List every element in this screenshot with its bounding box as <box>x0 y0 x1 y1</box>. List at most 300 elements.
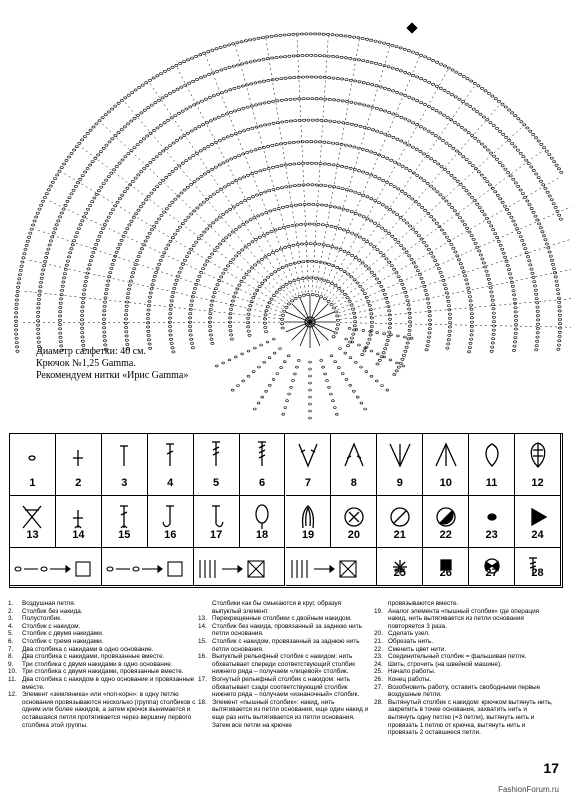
chain-stitch-mark <box>470 304 473 306</box>
chain-stitch-mark <box>357 147 360 149</box>
chain-stitch-mark <box>436 191 439 193</box>
chain-stitch-mark <box>253 60 256 62</box>
chain-stitch-mark <box>59 306 62 308</box>
chain-stitch-mark <box>213 118 216 120</box>
chain-stitch-mark <box>439 112 442 114</box>
symbol <box>331 440 376 470</box>
chain-stitch-mark <box>528 260 531 262</box>
chain-stitch-mark <box>38 294 41 296</box>
chain-stitch-mark <box>110 172 113 174</box>
note-text: Начало работы. <box>388 668 436 676</box>
chain-stitch-mark <box>217 116 220 118</box>
chain-stitch-mark <box>81 336 84 338</box>
chain-stitch-mark <box>98 235 101 237</box>
chain-stitch-mark <box>345 189 348 191</box>
note-text: Соединительный столбик = фальшивая петля. <box>388 653 527 661</box>
chain-stitch-mark <box>519 236 522 238</box>
chain-stitch-mark <box>263 361 266 363</box>
chain-stitch-mark <box>441 275 444 277</box>
chain-stitch-mark <box>328 98 331 100</box>
legend-chain-diagram-2 <box>102 548 194 586</box>
chain-stitch-mark <box>83 136 86 138</box>
chain-stitch-mark <box>338 207 341 209</box>
chain-stitch-mark <box>427 248 430 250</box>
chain-stitch-mark <box>345 79 348 81</box>
chain-stitch-mark <box>255 171 258 173</box>
chain-stitch-mark <box>195 241 198 243</box>
chain-stitch-mark <box>275 56 278 58</box>
chain-stitch-mark <box>192 80 195 82</box>
chain-stitch-mark <box>336 77 339 79</box>
chain-stitch-mark <box>512 178 515 180</box>
chain-stitch-mark <box>262 58 265 60</box>
chain-stitch-mark <box>524 248 527 250</box>
chain-stitch-mark <box>392 113 395 115</box>
chain-stitch-mark <box>322 366 325 368</box>
symbol <box>377 502 422 532</box>
note-item <box>374 608 556 631</box>
chain-stitch-mark <box>353 321 356 323</box>
chain-stitch-mark <box>405 295 408 297</box>
chain-stitch-mark <box>152 279 155 281</box>
legend-cell-14 <box>56 496 102 548</box>
chain-stitch-mark <box>465 103 468 105</box>
chain-stitch-mark <box>397 163 400 165</box>
chain-stitch-mark <box>148 79 151 81</box>
symbol-number: 2 <box>75 477 82 489</box>
chain-stitch-mark <box>302 261 305 263</box>
chain-stitch-mark <box>309 410 312 412</box>
chain-stitch-mark <box>210 304 213 306</box>
note-text: Сменить цвет нити. <box>388 645 447 653</box>
chain-stitch-mark <box>258 366 261 368</box>
symbol-number: 13 <box>26 529 39 541</box>
chain-stitch-mark <box>285 99 288 101</box>
chain-stitch-mark <box>274 229 277 231</box>
chain-stitch-mark <box>251 267 254 269</box>
chain-stitch-mark <box>247 313 250 315</box>
chain-stitch-mark <box>483 146 486 148</box>
chain-stitch-mark <box>536 315 539 317</box>
chain-stitch-mark <box>537 177 540 179</box>
chain-stitch-mark <box>43 196 46 198</box>
chain-stitch-mark <box>258 286 261 288</box>
chain-stitch-mark <box>156 127 159 129</box>
chain-stitch-mark <box>117 102 120 104</box>
chain-stitch-mark <box>412 122 415 124</box>
chain-stitch-mark <box>125 309 128 311</box>
chain-stitch-mark <box>244 40 247 42</box>
chain-stitch-mark <box>281 206 284 208</box>
chain-stitch-mark <box>429 185 432 187</box>
chain-stitch-mark <box>214 166 217 168</box>
chain-stitch-mark <box>492 329 495 331</box>
chain-stitch-mark <box>305 33 308 35</box>
chain-stitch-mark <box>233 87 236 89</box>
chain-stitch-mark <box>118 162 121 164</box>
chain-stitch-mark <box>399 362 402 364</box>
chain-stitch-mark <box>490 225 493 227</box>
chain-stitch-mark <box>195 152 198 154</box>
chain-stitch-mark <box>400 140 403 142</box>
chain-stitch-mark <box>153 225 156 227</box>
chain-stitch-mark <box>357 59 360 61</box>
chain-stitch-mark <box>486 181 489 183</box>
note-number: 22. <box>374 645 383 653</box>
chain-stitch-mark <box>105 288 108 290</box>
chain-stitch-mark <box>462 186 465 188</box>
chain-stitch-mark <box>461 267 464 269</box>
chain-stitch-mark <box>431 132 434 134</box>
chain-stitch-mark <box>344 57 347 59</box>
chain-stitch-mark <box>424 289 427 291</box>
chain-stitch-mark <box>210 143 213 145</box>
chain-stitch-mark <box>14 320 17 322</box>
chain-stitch-mark <box>360 366 363 368</box>
chain-stitch-mark <box>293 163 296 165</box>
chain-stitch-mark <box>469 105 472 107</box>
chain-stitch-mark <box>190 338 193 340</box>
chain-stitch-mark <box>38 290 41 292</box>
chain-stitch-mark <box>507 171 510 173</box>
chain-stitch-mark <box>460 126 463 128</box>
chain-stitch-mark <box>381 227 384 229</box>
chain-stitch-mark <box>64 268 67 270</box>
chain-stitch-mark <box>443 284 446 286</box>
chain-stitch-mark <box>395 272 398 274</box>
chain-stitch-mark <box>18 274 21 276</box>
chain-stitch-mark <box>363 350 366 352</box>
note-text: Два столбика с накидами в одно основание. <box>22 645 154 653</box>
chain-stitch-mark <box>289 281 292 283</box>
chain-stitch-mark <box>390 265 393 267</box>
chain-stitch-mark <box>393 268 396 270</box>
chain-stitch-mark <box>156 186 159 188</box>
chain-stitch-mark <box>207 51 210 53</box>
chain-stitch-mark <box>450 94 453 96</box>
chain-stitch-mark <box>147 334 150 336</box>
chain-stitch-mark <box>512 220 515 222</box>
chain-stitch-mark <box>470 235 473 237</box>
chain-stitch-mark <box>397 188 400 190</box>
chain-stitch-mark <box>92 251 95 253</box>
chain-stitch-mark <box>16 346 19 348</box>
chain-stitch-mark <box>408 325 411 327</box>
chain-stitch-mark <box>483 177 486 179</box>
chain-stitch-mark <box>505 136 508 138</box>
chain-stitch-mark <box>16 295 19 297</box>
chain-stitch-mark <box>36 324 39 326</box>
chain-stitch-mark <box>478 250 481 252</box>
chain-stitch-mark <box>412 74 415 76</box>
chain-stitch-mark <box>414 266 417 268</box>
symbol <box>194 502 239 532</box>
chain-stitch-mark <box>165 176 168 178</box>
note-text: Столбик с тремя накидами. <box>22 637 104 645</box>
symbol-number: 15 <box>118 529 131 541</box>
chain-stitch-mark <box>79 224 82 226</box>
note-item <box>374 699 556 737</box>
chain-stitch-mark <box>468 231 471 233</box>
chain-stitch-mark <box>484 266 487 268</box>
chain-stitch-mark <box>452 247 455 249</box>
chain-stitch-mark <box>474 242 477 244</box>
chain-stitch-mark <box>200 100 203 102</box>
chain-stitch-mark <box>315 98 318 100</box>
symbol <box>240 502 285 532</box>
chain-stitch-mark <box>242 380 245 382</box>
chain-stitch-mark <box>155 271 158 273</box>
chain-stitch-mark <box>437 163 440 165</box>
chain-stitch-mark <box>408 312 411 314</box>
chain-stitch-mark <box>334 361 337 363</box>
chain-stitch-mark <box>482 116 485 118</box>
chain-stitch-mark <box>378 41 381 43</box>
chain-stitch-mark <box>70 193 73 195</box>
chain-stitch-mark <box>330 393 333 395</box>
chain-stitch-mark <box>487 92 490 94</box>
chain-stitch-mark <box>408 96 411 98</box>
chain-stitch-mark <box>350 101 353 103</box>
chain-stitch-mark <box>466 283 469 285</box>
chain-stitch-mark <box>421 281 424 283</box>
chain-stitch-mark <box>41 200 44 202</box>
chain-stitch-mark <box>468 291 471 293</box>
chain-stitch-mark <box>104 293 107 295</box>
chain-stitch-mark <box>416 270 419 272</box>
chain-stitch-mark <box>370 198 373 200</box>
chain-stitch-mark <box>203 75 206 77</box>
chain-stitch-mark <box>323 55 326 57</box>
chain-stitch-mark <box>148 232 151 234</box>
chain-stitch-mark <box>315 76 318 78</box>
chain-stitch-mark <box>263 169 266 171</box>
chain-stitch-mark <box>553 161 556 163</box>
note-number: 15. <box>198 637 207 645</box>
chain-stitch-mark <box>257 261 260 263</box>
chain-stitch-mark <box>522 243 525 245</box>
chain-stitch-mark <box>539 180 542 182</box>
chain-stitch-mark <box>238 109 241 111</box>
chain-stitch-mark <box>362 60 365 62</box>
chain-stitch-mark <box>457 124 460 126</box>
chain-stitch-mark <box>92 126 95 128</box>
chain-stitch-mark <box>271 144 274 146</box>
chain-stitch-mark <box>189 308 192 310</box>
chain-stitch-mark <box>236 64 239 66</box>
chain-stitch-mark <box>451 69 454 71</box>
chain-stitch-mark <box>170 300 173 302</box>
chain-stitch-mark <box>302 162 305 164</box>
note-text: Столбик без накида, провязанный за заднюю нить петли основания. <box>212 622 362 638</box>
chain-stitch-mark <box>458 217 461 219</box>
chain-stitch-mark <box>181 162 184 164</box>
chain-stitch-mark <box>477 140 480 142</box>
chain-stitch-mark <box>45 193 48 195</box>
chain-stitch-mark <box>266 232 269 234</box>
chain-stitch-mark <box>320 296 323 298</box>
chain-stitch-mark <box>310 141 313 143</box>
chain-stitch-mark <box>186 132 189 134</box>
chain-stitch-mark <box>370 174 373 176</box>
chain-stitch-mark <box>534 137 537 139</box>
chain-stitch-mark <box>495 158 498 160</box>
chain-stitch-mark <box>558 301 561 303</box>
chain-stitch-mark <box>534 289 537 291</box>
chain-stitch-mark <box>267 276 270 278</box>
chain-stitch-mark <box>360 402 363 404</box>
chain-stitch-mark <box>152 129 155 131</box>
chain-stitch-mark <box>299 204 302 206</box>
legend-cell-18 <box>240 496 286 548</box>
chain-stitch-mark <box>261 37 264 39</box>
note-number: 10. <box>8 668 17 676</box>
chain-stitch-mark <box>189 330 192 332</box>
chain-stitch-mark <box>310 162 313 164</box>
chain-stitch-mark <box>241 353 244 355</box>
chain-stitch-mark <box>543 147 546 149</box>
chain-stitch-mark <box>465 279 468 281</box>
chain-stitch-mark <box>100 186 103 188</box>
chain-stitch-mark <box>193 287 196 289</box>
chain-stitch-mark <box>334 311 337 313</box>
chain-stitch-mark <box>216 70 219 72</box>
chain-stitch-mark <box>14 325 17 327</box>
chain-stitch-mark <box>438 137 441 139</box>
chain-stitch-mark <box>160 214 163 216</box>
chain-stitch-mark <box>424 79 427 81</box>
legend-cell-12 <box>515 434 561 496</box>
chain-stitch-mark <box>514 146 517 148</box>
chain-stitch-mark <box>209 308 212 310</box>
chain-stitch-mark <box>225 113 228 115</box>
symbol-number: 18 <box>255 529 269 541</box>
chain-stitch-mark <box>247 330 250 332</box>
chain-stitch-mark <box>452 147 455 149</box>
chain-stitch-mark <box>301 54 304 56</box>
chain-stitch-mark <box>96 239 99 241</box>
chain-stitch-mark <box>242 223 245 225</box>
chain-stitch-mark <box>329 120 332 122</box>
chain-stitch-mark <box>249 61 252 63</box>
chain-stitch-mark <box>358 81 361 83</box>
chain-stitch-mark <box>526 127 529 129</box>
chain-stitch-mark <box>83 285 86 287</box>
chain-stitch-mark <box>395 68 398 70</box>
legend-column-diagram-2 <box>286 548 378 586</box>
chain-stitch-mark <box>111 209 114 211</box>
chain-stitch-mark <box>306 260 309 262</box>
chain-stitch-mark <box>459 263 462 265</box>
chain-stitch-mark <box>388 135 391 137</box>
chain-stitch-mark <box>549 255 552 257</box>
chain-stitch-mark <box>323 141 326 143</box>
chain-stitch-mark <box>58 170 61 172</box>
chain-stitch-mark <box>468 193 471 195</box>
legend-cell-5 <box>194 434 240 496</box>
chain-stitch-mark <box>370 61 373 63</box>
chain-stitch-mark <box>442 279 445 281</box>
note-text: Обрезать нить. <box>388 637 434 645</box>
chain-stitch-mark <box>279 248 282 250</box>
chain-stitch-mark <box>388 261 391 263</box>
chain-stitch-mark <box>331 34 334 36</box>
chain-stitch-mark <box>131 272 134 274</box>
chain-stitch-mark <box>491 342 494 344</box>
chain-stitch-mark <box>167 68 170 70</box>
chain-stitch-mark <box>309 417 312 419</box>
note-text: Вогнутый рельефный столбик с накидом: нить обхватывает сзади соответствующий столбик нижнего ряда – получаем «изнаночный» столбик. <box>212 675 360 699</box>
chain-stitch-mark <box>344 352 347 354</box>
chain-stitch-mark <box>250 83 253 85</box>
chain-stitch-mark <box>190 213 193 215</box>
chain-stitch-mark <box>18 278 21 280</box>
legend-cell-19 <box>286 496 332 548</box>
chain-stitch-mark <box>533 281 536 283</box>
chain-stitch-mark <box>427 340 430 342</box>
chain-stitch-mark <box>178 165 181 167</box>
chain-stitch-mark <box>208 256 211 258</box>
chain-stitch-mark <box>375 107 378 109</box>
chain-stitch-mark <box>296 243 299 245</box>
chain-stitch-mark <box>536 306 539 308</box>
chain-stitch-mark <box>260 344 263 346</box>
chain-stitch-mark <box>147 313 150 315</box>
chain-stitch-mark <box>14 316 17 318</box>
chain-stitch-mark <box>178 271 181 273</box>
chain-stitch-mark <box>273 352 276 354</box>
chain-stitch-mark <box>48 244 51 246</box>
note-item <box>198 623 370 638</box>
chain-stitch-mark <box>358 103 361 105</box>
chain-stitch-mark <box>70 248 73 250</box>
chain-stitch-mark <box>350 211 353 213</box>
symbol <box>56 440 101 470</box>
chain-stitch-mark <box>446 116 449 118</box>
chain-stitch-mark <box>368 338 371 340</box>
chain-stitch-mark <box>311 184 314 186</box>
chain-stitch-mark <box>334 285 337 287</box>
chain-stitch-mark <box>219 243 222 245</box>
chain-stitch-mark <box>289 120 292 122</box>
chain-stitch-mark <box>428 81 431 83</box>
chain-stitch-mark <box>109 212 112 214</box>
chain-stitch-mark <box>125 326 128 328</box>
chain-stitch-mark <box>402 219 405 221</box>
chain-stitch-mark <box>336 319 339 321</box>
note-item <box>8 615 196 623</box>
chain-stitch-mark <box>248 334 251 336</box>
chain-stitch-mark <box>402 287 405 289</box>
chain-stitch-mark <box>251 196 254 198</box>
chain-stitch-mark <box>328 386 331 388</box>
legend-cell-13 <box>10 496 56 548</box>
chain-stitch-mark <box>328 77 331 79</box>
chain-stitch-mark <box>232 65 235 67</box>
chain-stitch-mark <box>73 240 76 242</box>
chain-stitch-mark <box>367 268 370 270</box>
chain-stitch-mark <box>552 203 555 205</box>
chain-stitch-mark <box>60 294 63 296</box>
chain-stitch-mark <box>521 239 524 241</box>
chain-stitch-mark <box>347 252 350 254</box>
stitch-column-mark <box>318 43 390 293</box>
chain-stitch-mark <box>37 307 40 309</box>
chain-stitch-mark <box>362 238 365 240</box>
chain-stitch-mark <box>246 151 249 153</box>
chain-stitch-mark <box>340 143 343 145</box>
chain-stitch-mark <box>180 86 183 88</box>
